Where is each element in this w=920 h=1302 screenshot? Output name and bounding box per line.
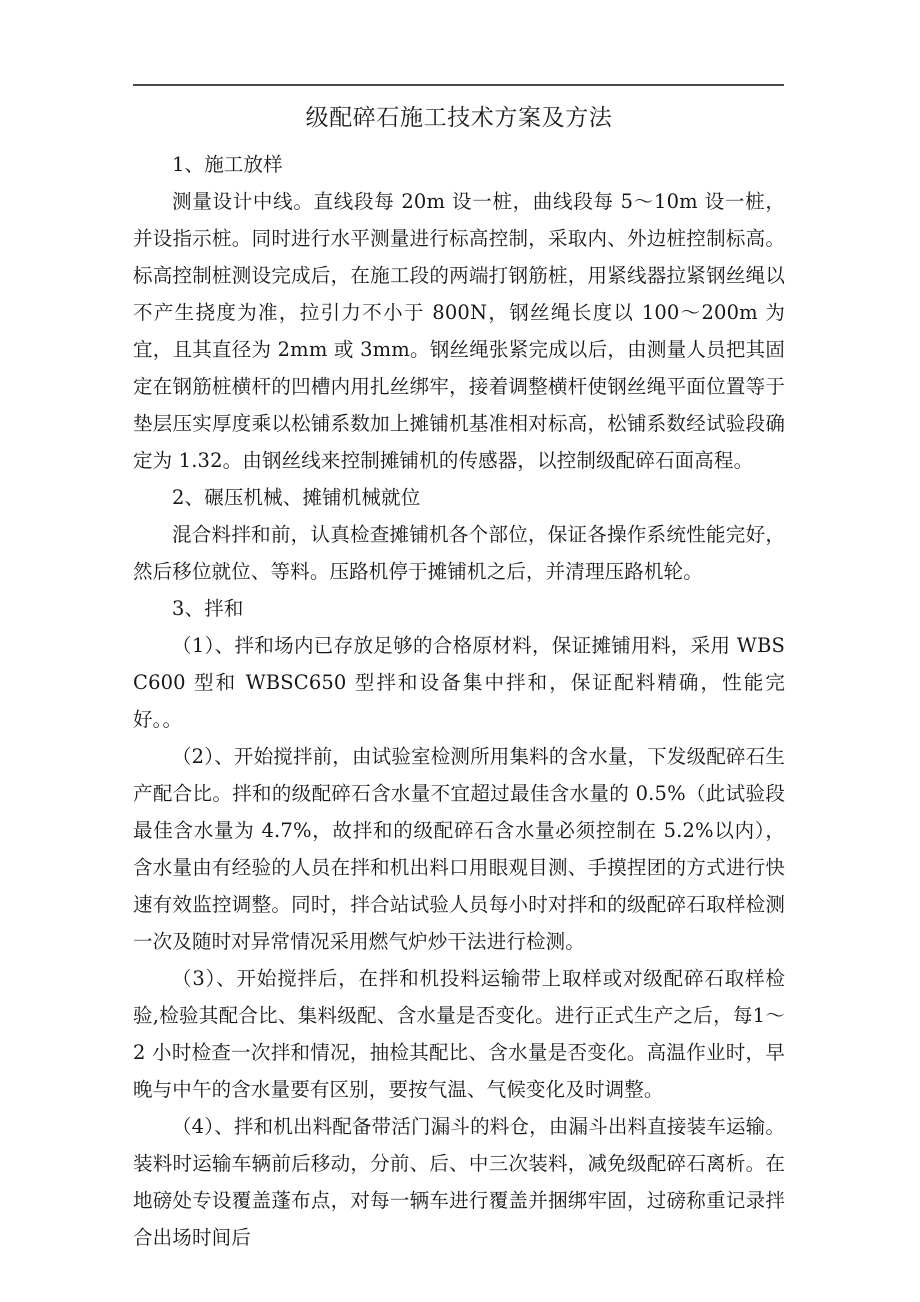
section-2-heading: 2、碾压机械、摊铺机械就位 <box>172 486 421 509</box>
section-2-body: 混合料拌和前，认真检查摊铺机各个部位，保证各操作系统性能完好，然后移位就位、等料。压路机停于摊铺机之后，并清理压路机轮。 <box>133 523 785 583</box>
section-3-item-3: （3）、开始搅拌后，在拌和机投料运输带上取样或对级配碎石取样检验,检验其配合比、集料级配、含水量是否变化。进行正式生产之后，每1～2 小时检查一次拌和情况，抽检其配比、含水量是否变化。高温作业时，早晚与中午的含水量要有区别，要按气温、气候变化及时调整。 <box>133 967 785 1101</box>
section-3-item-4: （4）、拌和机出料配备带活门漏斗的料仓，由漏斗出料直接装车运输。装料时运输车辆前后移动，分前、后、中三次装料，减免级配碎石离析。在地磅处专设覆盖蓬布点，对每一辆车进行覆盖并捆绑牢固，过磅称重记录拌合出场时间后 <box>133 1115 785 1249</box>
section-1-heading: 1、施工放样 <box>172 153 283 176</box>
section-3-item-1: （1）、拌和场内已存放足够的合格原材料，保证摊铺用料，采用 WBSC600 型和 WBSC650 型拌和设备集中拌和，保证配料精确，性能完好。。 <box>133 634 785 731</box>
section-3-heading: 3、拌和 <box>172 597 244 620</box>
header-rule-divider <box>133 84 784 86</box>
page-title: 级配碎石施工技术方案及方法 <box>305 105 613 131</box>
document-body <box>133 100 785 1256</box>
section-3-item-2: （2）、开始搅拌前，由试验室检测所用集料的含水量，下发级配碎石生产配合比。拌和的级配碎石含水量不宜超过最佳含水量的 0.5%（此试验段最佳含水量为 4.7%，故拌和的级配碎石含水量必须控制在 5.2%以内），含水量由有经验的人员在拌和机出料口用眼观目测、手摸捏团的方式进行快速有效监控调整。同时，拌合站试验人员每小时对拌和的级配碎石取样检测一次及随时对异常情况采用燃气炉炒干法进行检测。 <box>133 745 785 953</box>
section-1-body: 测量设计中线。直线段每 20m 设一桩，曲线段每 5～10m 设一桩，并设指示桩。同时进行水平测量进行标高控制，采取内、外边桩控制标高。标高控制桩测设完成后，在施工段的两端打钢筋桩，用紧线器拉紧钢丝绳以不产生挠度为准，拉引力不小于 800N，钢丝绳长度以 100～200m 为宜，且其直径为 2mm 或 3mm。钢丝绳张紧完成以后，由测量人员把其固定在钢筋桩横杆的凹槽内用扎丝绑牢，接着调整横杆使钢丝绳平面位置等于垫层压实厚度乘以松铺系数加上摊铺机基准相对标高，松铺系数经试验段确定为 1.32。由钢丝线来控制摊铺机的传感器，以控制级配碎石面高程。 <box>133 190 785 472</box>
